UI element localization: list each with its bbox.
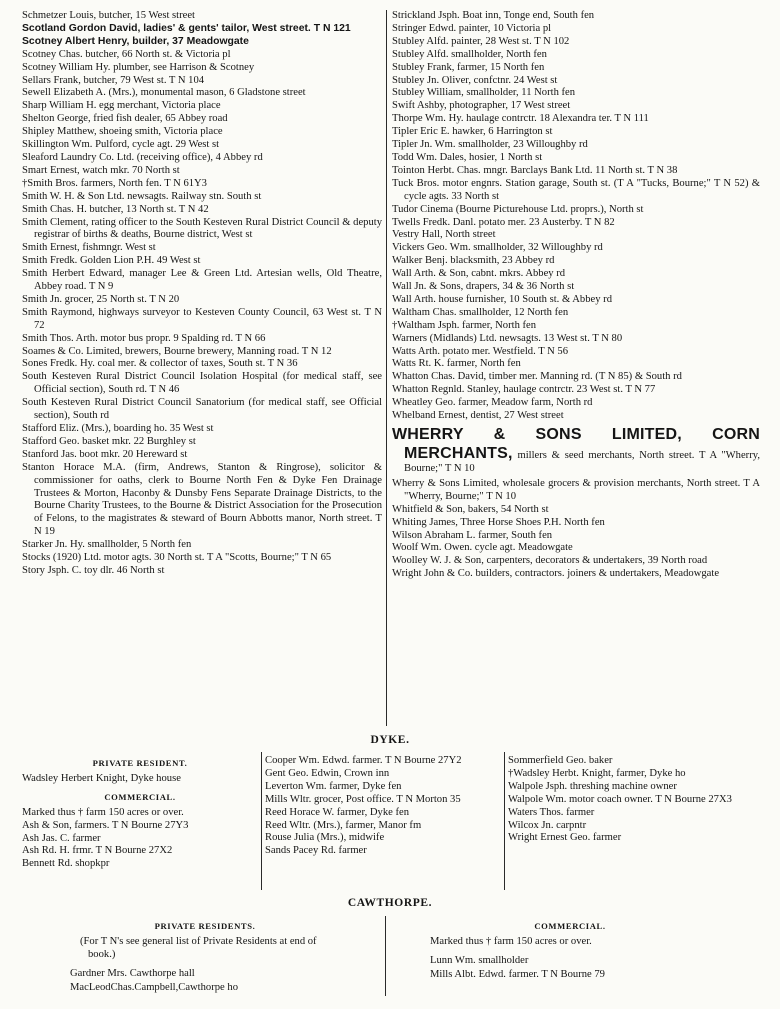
dyke-heading: DYKE.: [370, 734, 410, 746]
directory-entry: Woolley W. J. & Son, carpenters, decorators & undertakers, 39 North road: [392, 555, 708, 567]
dyke-column-2: [265, 755, 501, 858]
directory-entry: Wall Arth. house furnisher, 10 South st. & Abbey rd: [392, 293, 612, 305]
directory-entry: Sellars Frank, butcher, 79 West st. T N 104: [22, 74, 205, 86]
directory-entry: Scotney William Hy. plumber, see Harrison & Scotney: [22, 61, 255, 73]
wherry-advert: [392, 425, 760, 476]
directory-entry: Whiting James, Three Horse Shoes P.H. North fen: [392, 516, 605, 528]
dyke-entry: Waters Thos. farmer: [508, 806, 595, 818]
directory-entry: Shelton George, fried fish dealer, 65 Abbey road: [22, 113, 228, 125]
cawthorpe-column-divider: [385, 916, 386, 996]
directory-entry: Wright John & Co. builders, contractors. joiners & undertakers, Meadowgate: [392, 568, 720, 580]
directory-entry: Smith Jn. grocer, 25 North st. T N 20: [22, 293, 180, 305]
directory-entry: Sharp William H. egg merchant, Victoria place: [22, 100, 221, 112]
directory-entry: Waltham Chas. smallholder, 12 North fen: [392, 306, 569, 318]
directory-entry-bold: Scotney Albert Henry, builder, 37 Meadowgate: [22, 35, 249, 47]
directory-entry: Whitfield & Son, bakers, 54 North st: [392, 503, 549, 515]
directory-entry: Thorpe Wm. Hy. haulage contrctr. 18 Alexandra ter. T N 111: [392, 113, 649, 125]
directory-entry: Twells Fredk. Danl. potato mer. 23 Austerby. T N 82: [392, 216, 615, 228]
dyke-entry: Ash & Son, farmers. T N Bourne 27Y3: [22, 819, 189, 831]
directory-entry: Smith Clement, rating officer to the South Kesteven Rural District Council & deputy registrar of births & deaths, Bourne district, West st: [22, 216, 382, 241]
cawthorpe-commercial-entry: Lunn Wm. smallholder: [430, 954, 529, 966]
directory-entry: Smith W. H. & Son Ltd. newsagts. Railway stn. South st: [22, 190, 262, 202]
directory-entry: Warners (Midlands) Ltd. newsagts. 13 West st. T N 80: [392, 332, 623, 344]
dyke-entry: Sands Pacey Rd. farmer: [265, 845, 367, 857]
directory-entry: Tudor Cinema (Bourne Picturehouse Ltd. proprs.), North st: [392, 203, 644, 215]
cawthorpe-commercial-note: Marked thus † farm 150 acres or over.: [430, 935, 592, 947]
directory-entry: South Kesteven Rural District Council Sanatorium (for medical staff, see Official section), South rd: [22, 397, 382, 422]
directory-entry: Shipley Matthew, shoeing smith, Victoria place: [22, 126, 223, 138]
directory-entry: Stubley Frank, farmer, 15 North fen: [392, 61, 545, 73]
entries-column-right: [392, 10, 760, 581]
entries-column-left: [22, 10, 382, 578]
cawthorpe-commercial-heading: COMMERCIAL.: [534, 921, 606, 931]
directory-entry: Wheatley Geo. farmer, Meadow farm, North rd: [392, 397, 593, 409]
dyke-entry: Walpole Wm. motor coach owner. T N Bourne 27X3: [508, 793, 732, 805]
directory-entry: Skillington Wm. Pulford, cycle agt. 29 West st: [22, 139, 220, 151]
directory-entry: Story Jsph. C. toy dlr. 46 North st: [22, 564, 165, 576]
directory-entry: Woolf Wm. Owen. cycle agt. Meadowgate: [392, 542, 573, 554]
cawthorpe-commercial-entry: Mills Albt. Edwd. farmer. T N Bourne 79: [430, 968, 605, 980]
directory-entry: Strickland Jsph. Boat inn, Tonge end, South fen: [392, 10, 595, 21]
dyke-entry: Sommerfield Geo. baker: [508, 755, 613, 766]
dyke-entry: Bennett Rd. shopkpr: [22, 858, 110, 870]
directory-entry: Watts Rt. K. farmer, North fen: [392, 358, 521, 370]
dyke-entry: Wright Ernest Geo. farmer: [508, 832, 622, 844]
dyke-entry: Mills Wltr. grocer, Post office. T N Morton 35: [265, 793, 461, 805]
dyke-entry: Cooper Wm. Edwd. farmer. T N Bourne 27Y2: [265, 755, 462, 766]
dyke-private-heading: PRIVATE RESIDENT.: [92, 758, 188, 768]
directory-entry: Scotney Chas. butcher, 66 North st. & Victoria pl: [22, 48, 231, 60]
directory-entry: Tipler Jn. Wm. smallholder, 23 Willoughby rd: [392, 139, 588, 151]
directory-entry: Watts Arth. potato mer. Westfield. T N 56: [392, 345, 569, 357]
directory-entry: Sleaford Laundry Co. Ltd. (receiving office), 4 Abbey rd: [22, 151, 263, 163]
dyke-entry: Rouse Julia (Mrs.), midwife: [265, 832, 385, 844]
dyke-entry: Leverton Wm. farmer, Dyke fen: [265, 780, 402, 792]
directory-entry: Sewell Elizabeth A. (Mrs.), monumental mason, 6 Gladstone street: [22, 87, 306, 99]
directory-entry: Smith Chas. H. butcher, 13 North st. T N 42: [22, 203, 209, 215]
directory-entry: Smart Ernest, watch mkr. 70 North st: [22, 164, 180, 176]
directory-entry-bold: Scotland Gordon David, ladies' & gents' tailor, West street. T N 121: [22, 22, 351, 34]
dyke-entry: Walpole Jsph. threshing machine owner: [508, 780, 677, 792]
directory-entry: Vickers Geo. Wm. smallholder, 32 Willoughby rd: [392, 242, 603, 254]
dyke-entry: Ash Rd. H. frmr. T N Bourne 27X2: [22, 845, 173, 857]
cawthorpe-private-entry: Gardner Mrs. Cawthorpe hall: [70, 967, 195, 979]
cawthorpe-private-note: (For T N's see general list of Private Residents at end of book.): [80, 935, 317, 960]
dyke-private-entry: Wadsley Herbert Knight, Dyke house: [22, 772, 181, 784]
directory-entry: Stanton Horace M.A. (firm, Andrews, Stanton & Ringrose), solicitor & commissioner for oaths, clerk to Bourne North Fen & Dyke Fen Drainage Trustees & Morton, Haconby & Dunsby Fens Separate Drainage Districts, to the Bourne Charity Trustees, to the Bourne & District Association for the Prosecution of Felons, to the magistrates & steward of Bourn Abbotts manor, North street. T N 19: [22, 461, 382, 538]
directory-entry: Wall Jn. & Sons, drapers, 34 & 36 North st: [392, 281, 575, 293]
directory-entry: Smith Thos. Arth. motor bus propr. 9 Spalding rd. T N 66: [22, 332, 266, 344]
cawthorpe-commercial-column: [430, 918, 710, 982]
directory-entry: †Waltham Jsph. farmer, North fen: [392, 319, 537, 331]
directory-entry: Whatton Chas. David, timber mer. Manning rd. (T N 85) & South rd: [392, 371, 682, 383]
dyke-entry: †Wadsley Herbt. Knight, farmer, Dyke ho: [508, 767, 686, 779]
dyke-entry: Ash Jas. C. farmer: [22, 832, 101, 844]
directory-entry: †Smith Bros. farmers, North fen. T N 61Y3: [22, 177, 207, 189]
cawthorpe-private-entry: MacLeodChas.Campbell,Cawthorpe ho: [70, 981, 238, 993]
directory-entry: Stubley William, smallholder, 11 North fen: [392, 87, 576, 99]
dyke-entry: Reed Wltr. (Mrs.), farmer, Manor fm: [265, 819, 422, 831]
directory-entry: Stocks (1920) Ltd. motor agts. 30 North st. T A "Scotts, Bourne;" T N 65: [22, 552, 332, 564]
directory-entry: Wilson Abraham L. farmer, South fen: [392, 529, 553, 541]
directory-entry: Wherry & Sons Limited, wholesale grocers & provision merchants, North street. T A "Wherry, Bourne;" T N 10: [392, 477, 760, 502]
dyke-entry: Gent Geo. Edwin, Crown inn: [265, 767, 390, 779]
dyke-entry: Reed Horace W. farmer, Dyke fen: [265, 806, 409, 818]
directory-entry: Stubley Jn. Oliver, confctnr. 24 West st: [392, 74, 558, 86]
directory-entry: Stringer Edwd. painter, 10 Victoria pl: [392, 22, 552, 34]
cawthorpe-private-heading: PRIVATE RESIDENTS.: [154, 921, 256, 931]
directory-entry: Stubley Alfd. painter, 28 West st. T N 102: [392, 35, 570, 47]
cawthorpe-heading: CAWTHORPE.: [347, 897, 433, 909]
directory-entry: South Kesteven Rural District Council Isolation Hospital (for medical staff, see Official section), South rd. T N 46: [22, 371, 382, 396]
directory-entry: Stafford Geo. basket mkr. 22 Burghley st: [22, 435, 196, 447]
dyke-column-divider: [504, 752, 505, 890]
dyke-entry: Wilcox Jn. carpntr: [508, 819, 587, 831]
dyke-column-divider: [261, 752, 262, 890]
directory-entry: Sones Fredk. Hy. coal mer. & collector of taxes, South st. T N 36: [22, 358, 298, 370]
wherry-advert-details: millers & seed merchants, North street. T A "Wherry, Bourne;" T N 10: [404, 450, 760, 474]
directory-entry: Tipler Eric E. hawker, 6 Harrington st: [392, 126, 553, 138]
directory-entry: Tointon Herbt. Chas. mngr. Barclays Bank Ltd. 11 North st. T N 38: [392, 164, 678, 176]
directory-entry: Schmetzer Louis, butcher, 15 West street: [22, 10, 195, 21]
dyke-column-3: [508, 755, 758, 845]
directory-entry: Todd Wm. Dales, hosier, 1 North st: [392, 151, 543, 163]
directory-entry: Wall Arth. & Son, cabnt. mkrs. Abbey rd: [392, 268, 566, 280]
directory-entry: Smith Ernest, fishmngr. West st: [22, 242, 156, 254]
dyke-commercial-heading: COMMERCIAL.: [104, 791, 176, 802]
directory-entry: Smith Raymond, highways surveyor to Kesteven County Council, 63 West st. T N 72: [22, 306, 382, 331]
directory-entry: Whelband Ernest, dentist, 27 West street: [392, 410, 564, 422]
wherry-advert-name: WHERRY & SONS LIMITED, CORN MERCHANTS,: [392, 426, 760, 462]
directory-entry: Stanford Jas. boot mkr. 20 Hereward st: [22, 448, 188, 460]
directory-entry: Whatton Regnld. Stanley, haulage contrctr. 23 West st. T N 77: [392, 384, 656, 396]
dyke-column-1: [22, 755, 258, 871]
directory-entry: Stubley Alfd. smallholder, North fen: [392, 48, 547, 60]
directory-entry: Smith Herbert Edward, manager Lee & Green Ltd. Artesian wells, Old Theatre, Abbey road. T N 9: [22, 268, 382, 293]
directory-entry: Vestry Hall, North street: [392, 229, 496, 241]
directory-entry: Starker Jn. Hy. smallholder, 5 North fen: [22, 539, 192, 551]
directory-entry: Stafford Eliz. (Mrs.), boarding ho. 35 West st: [22, 423, 214, 434]
cawthorpe-private-column: [70, 918, 340, 996]
directory-entry: Walker Benj. blacksmith, 23 Abbey rd: [392, 255, 555, 267]
directory-entry: Smith Fredk. Golden Lion P.H. 49 West st: [22, 255, 201, 267]
dyke-entry: Marked thus † farm 150 acres or over.: [22, 806, 184, 818]
directory-entry: Soames & Co. Limited, brewers, Bourne brewery, Manning road. T N 12: [22, 345, 332, 357]
directory-entry: Tuck Bros. motor engnrs. Station garage, South st. (T A "Tucks, Bourne;" T N 52) & cycle agts. 33 North st: [392, 177, 760, 202]
directory-entry: Swift Ashby, photographer, 17 West street: [392, 100, 571, 112]
column-divider: [386, 10, 387, 726]
